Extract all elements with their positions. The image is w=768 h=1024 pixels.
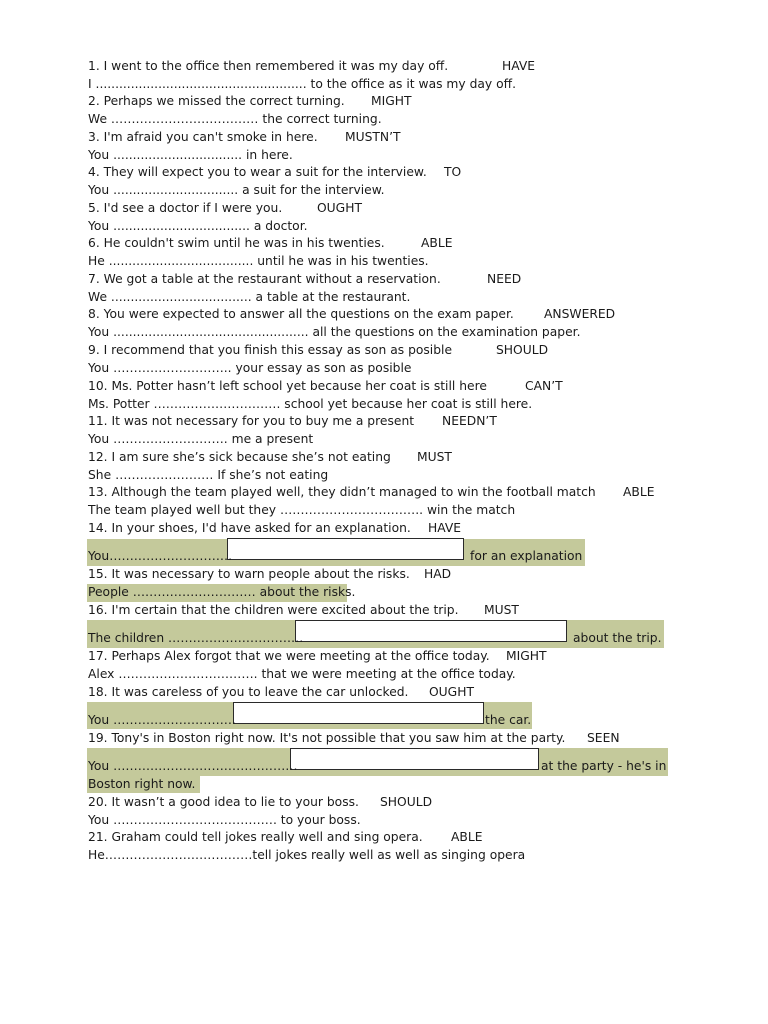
answer-prefix-18: You ………………………… xyxy=(88,713,237,727)
question-4: 4. They will expect you to wear a suit for the interview. xyxy=(88,165,427,179)
answer-line-6: He ..................................... until he was in his twenties. xyxy=(88,254,429,268)
question-6: 6. He couldn't swim until he was in his twenties. xyxy=(88,236,385,250)
keyword-1: HAVE xyxy=(502,59,536,73)
answer-box-18[interactable] xyxy=(233,702,484,724)
question-13: 13. Although the team played well, they didn’t managed to win the football match xyxy=(88,485,596,499)
keyword-10: CAN’T xyxy=(525,379,563,393)
answer-line-9: You ……………………….. your essay as son as posible xyxy=(88,361,412,375)
keyword-4: TO xyxy=(444,165,462,179)
question-9: 9. I recommend that you finish this essay as son as posible xyxy=(88,343,453,357)
answer-box-19[interactable] xyxy=(290,748,539,770)
answer-suffix-18: the car. xyxy=(485,713,532,727)
answer-line-15: People ………………………… about the risks. xyxy=(88,585,356,599)
answer-line-1: I ...................................................... to the office as it was my day off. xyxy=(88,77,517,91)
question-15: 15. It was necessary to warn people about the risks. xyxy=(88,567,410,581)
keyword-2: MIGHT xyxy=(371,94,412,108)
keyword-21: ABLE xyxy=(451,830,483,844)
answer-line-17: Alex ……………………………. that we were meeting at the office today. xyxy=(88,667,516,681)
question-2: 2. Perhaps we missed the correct turning. xyxy=(88,94,345,108)
answer-line-8: You .................................................. all the questions on the examination paper. xyxy=(88,325,581,339)
question-16: 16. I'm certain that the children were excited about the trip. xyxy=(88,603,459,617)
answer-line-13: The team played well but they …………………………….. win the match xyxy=(88,503,516,517)
keyword-3: MUSTN’T xyxy=(345,130,401,144)
answer-continuation-19: Boston right now. xyxy=(88,777,196,791)
answer-line-2: We ……………………………… the correct turning. xyxy=(88,112,382,126)
keyword-18: OUGHT xyxy=(429,685,474,699)
answer-line-4: You ................................ a suit for the interview. xyxy=(88,183,385,197)
question-17: 17. Perhaps Alex forgot that we were meeting at the office today. xyxy=(88,649,490,663)
keyword-5: OUGHT xyxy=(317,201,362,215)
keyword-13: ABLE xyxy=(623,485,655,499)
answer-line-21: He………………………………tell jokes really well as well as singing opera xyxy=(88,848,526,862)
question-7: 7. We got a table at the restaurant without a reservation. xyxy=(88,272,441,286)
answer-prefix-16: The children …………………………… xyxy=(88,631,304,645)
keyword-9: SHOULD xyxy=(496,343,549,357)
keyword-8: ANSWERED xyxy=(544,307,616,321)
answer-line-10: Ms. Potter …………………………. school yet because her coat is still here. xyxy=(88,397,533,411)
keyword-11: NEEDN’T xyxy=(442,414,497,428)
answer-line-12: She …………………… If she’s not eating xyxy=(88,468,329,482)
answer-prefix-14: You………………………… xyxy=(88,549,233,563)
answer-line-11: You ………………………. me a present xyxy=(88,432,314,446)
question-1: 1. I went to the office then remembered it was my day off. xyxy=(88,59,449,73)
keyword-12: MUST xyxy=(417,450,452,464)
question-11: 11. It was not necessary for you to buy me a present xyxy=(88,414,415,428)
answer-suffix-19: at the party - he's in xyxy=(541,759,667,773)
answer-prefix-19: You ……………………………………… xyxy=(88,759,298,773)
keyword-14: HAVE xyxy=(428,521,462,535)
answer-line-3: You ................................. in here. xyxy=(88,148,293,162)
keyword-19: SEEN xyxy=(587,731,620,745)
keyword-17: MIGHT xyxy=(506,649,547,663)
question-8: 8. You were expected to answer all the questions on the exam paper. xyxy=(88,307,514,321)
answer-box-14[interactable] xyxy=(227,538,464,560)
question-14: 14. In your shoes, I'd have asked for an explanation. xyxy=(88,521,411,535)
question-5: 5. I'd see a doctor if I were you. xyxy=(88,201,283,215)
question-20: 20. It wasn’t a good idea to lie to your boss. xyxy=(88,795,359,809)
answer-line-20: You …………………………………. to your boss. xyxy=(88,813,361,827)
answer-suffix-14: for an explanation xyxy=(470,549,583,563)
keyword-7: NEED xyxy=(487,272,522,286)
answer-box-16[interactable] xyxy=(295,620,567,642)
keyword-15: HAD xyxy=(424,567,452,581)
question-10: 10. Ms. Potter hasn’t left school yet because her coat is still here xyxy=(88,379,487,393)
question-3: 3. I'm afraid you can't smoke in here. xyxy=(88,130,318,144)
keyword-20: SHOULD xyxy=(380,795,433,809)
answer-line-7: We .................................... a table at the restaurant. xyxy=(88,290,411,304)
answer-line-5: You ................................... a doctor. xyxy=(88,219,308,233)
question-19: 19. Tony's in Boston right now. It's not possible that you saw him at the party. xyxy=(88,731,566,745)
keyword-6: ABLE xyxy=(421,236,453,250)
keyword-16: MUST xyxy=(484,603,519,617)
question-21: 21. Graham could tell jokes really well and sing opera. xyxy=(88,830,423,844)
question-18: 18. It was careless of you to leave the car unlocked. xyxy=(88,685,409,699)
question-12: 12. I am sure she’s sick because she’s not eating xyxy=(88,450,391,464)
answer-suffix-16: about the trip. xyxy=(573,631,662,645)
